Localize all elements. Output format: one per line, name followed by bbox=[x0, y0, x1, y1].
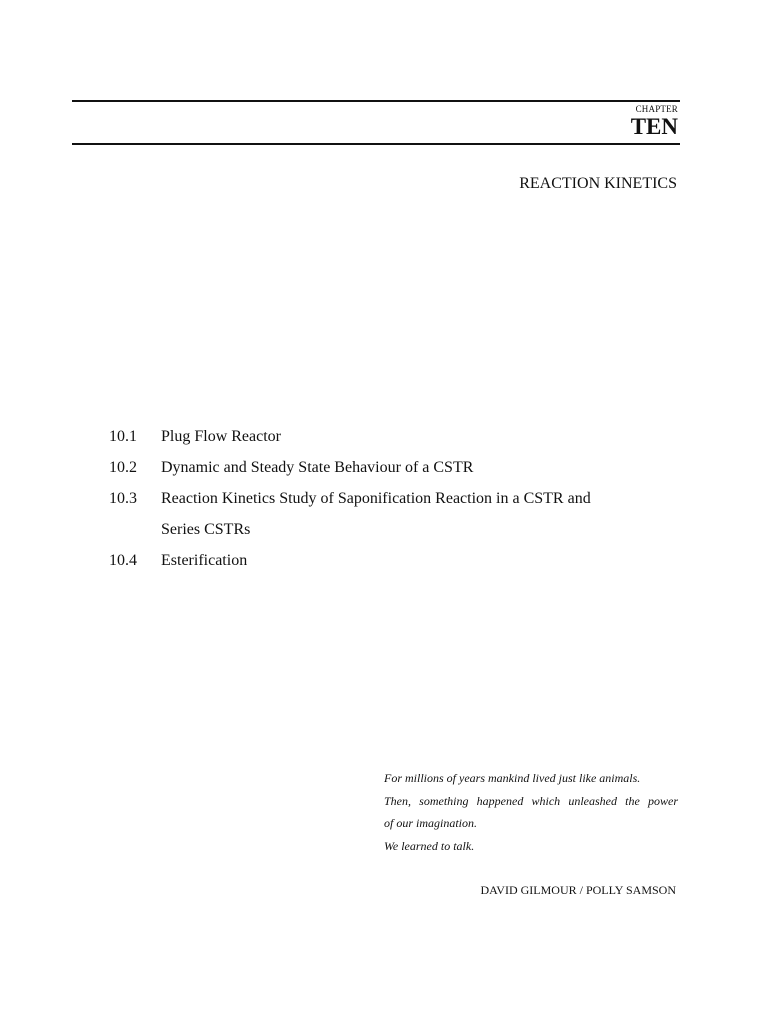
chapter-contents-list bbox=[109, 421, 689, 576]
contents-item bbox=[109, 421, 689, 452]
contents-item-title-continued: Series CSTRs bbox=[161, 521, 251, 538]
contents-item-number: 10.1 bbox=[109, 428, 137, 445]
contents-item-continuation bbox=[109, 514, 689, 545]
epigraph-line: Then, something happened which unleashed the power bbox=[384, 793, 678, 808]
contents-item-number: 10.3 bbox=[109, 490, 137, 507]
contents-item-title: Esterification bbox=[161, 552, 248, 569]
epigraph-line: We learned to talk. bbox=[384, 838, 475, 853]
contents-item-title: Dynamic and Steady State Behaviour of a CSTR bbox=[161, 459, 474, 476]
epigraph-line: For millions of years mankind lived just like animals. bbox=[384, 771, 641, 785]
contents-item bbox=[109, 452, 689, 483]
chapter-title: REACTION KINETICS bbox=[519, 175, 677, 192]
contents-item-title: Reaction Kinetics Study of Saponification Reaction in a CSTR and bbox=[161, 490, 591, 507]
chapter-label: CHAPTER bbox=[635, 104, 678, 114]
epigraph-line: of our imagination. bbox=[384, 816, 478, 830]
chapter-number: TEN bbox=[630, 114, 678, 139]
header-top-rule bbox=[72, 100, 680, 102]
contents-item-number: 10.4 bbox=[109, 552, 137, 569]
contents-item bbox=[109, 545, 689, 576]
header-bottom-rule bbox=[72, 143, 680, 145]
epigraph bbox=[384, 767, 678, 857]
contents-item bbox=[109, 483, 689, 514]
contents-item-title: Plug Flow Reactor bbox=[161, 428, 281, 445]
contents-item-number-blank bbox=[109, 514, 161, 545]
epigraph-attribution: DAVID GILMOUR / POLLY SAMSON bbox=[480, 883, 676, 897]
contents-item-number: 10.2 bbox=[109, 459, 137, 476]
